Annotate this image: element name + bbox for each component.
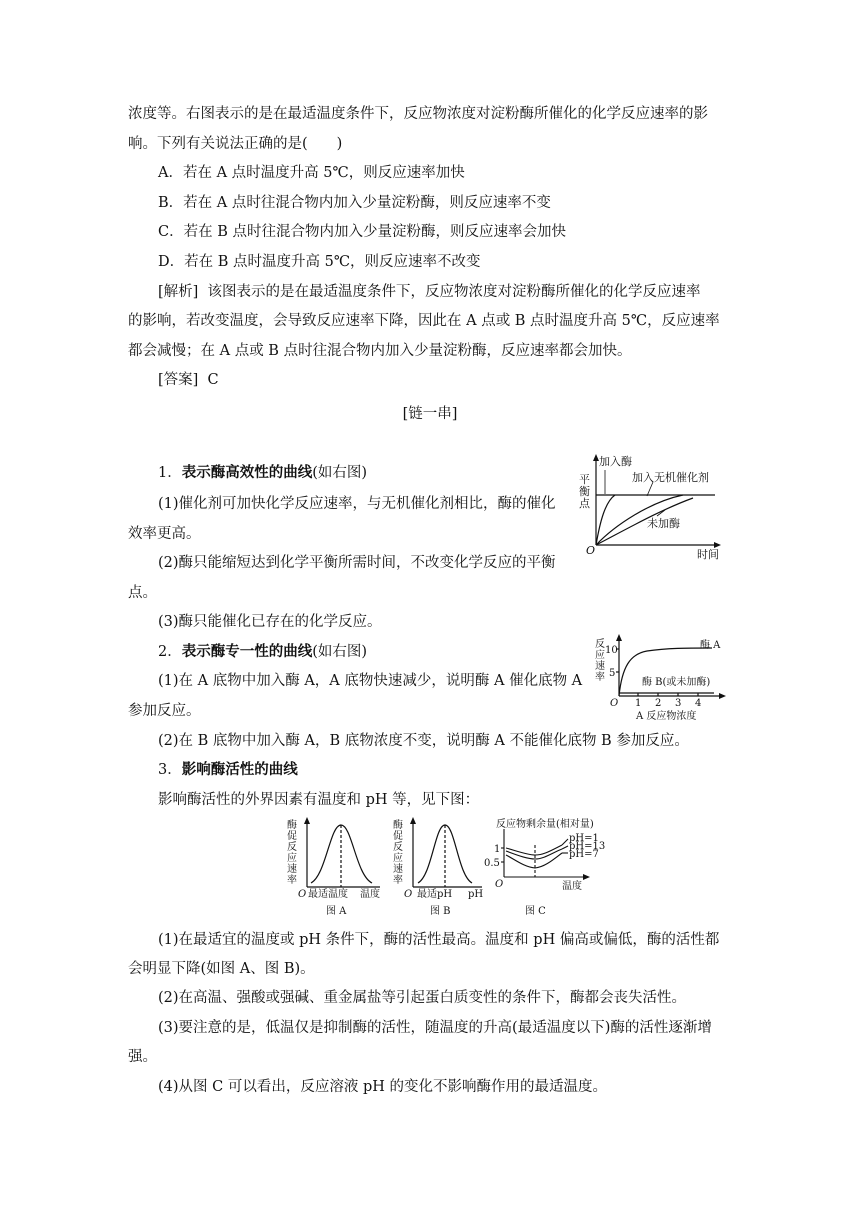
sec1-heading-note: (如右图) bbox=[312, 465, 368, 481]
fig-c-remaining bbox=[482, 815, 622, 919]
option-b: B．若在 A 点时往混合物内加入少量淀粉酶，则反应速率不变 bbox=[158, 195, 551, 211]
fig2-x4: 4 bbox=[695, 698, 702, 709]
intro-line-1: 浓度等。右图表示的是在最适温度条件下，反应物浓度对淀粉酶所催化的化学反应速率的影 bbox=[128, 106, 708, 122]
analysis-tag: [解析] bbox=[158, 284, 199, 300]
fig-efficiency bbox=[575, 450, 730, 562]
fig-a-temperature bbox=[284, 815, 384, 919]
sec1-p2b: 点。 bbox=[128, 585, 157, 601]
fig2-x1: 1 bbox=[635, 698, 642, 709]
figC-y05: 0.5 bbox=[484, 858, 500, 869]
svg-text:率: 率 bbox=[287, 875, 297, 886]
svg-text:酶: 酶 bbox=[393, 820, 403, 831]
sec3-p3a: (3)要注意的是，低温仅是抑制酶的活性，随温度的升高(最适温度以下)酶的活性逐渐增 bbox=[158, 1020, 712, 1036]
fig2-x2: 2 bbox=[655, 698, 662, 709]
figB-caption: 图 B bbox=[430, 906, 451, 917]
fig-b-ph bbox=[390, 815, 490, 919]
answer-line bbox=[158, 370, 219, 390]
figA-origin: O bbox=[298, 889, 307, 900]
sec3-intro: 影响酶活性的外界因素有温度和 pH 等，见下图： bbox=[158, 792, 480, 808]
svg-text:应: 应 bbox=[287, 853, 297, 864]
sec1-p1a: (1)催化剂可加快化学反应速率，与无机催化剂相比，酶的催化 bbox=[158, 496, 556, 512]
sec3-p1b: 会明显下降(如图 A、图 B)。 bbox=[128, 961, 315, 977]
sec1-heading-text: 表示酶高效性的曲线 bbox=[181, 464, 313, 481]
fig2-y5: 5 bbox=[609, 668, 616, 679]
svg-text:速: 速 bbox=[287, 864, 297, 875]
fig2-label-enzymeB: 酶 B(或未加酶) bbox=[642, 677, 711, 688]
sec1-heading-num: 1． bbox=[158, 465, 182, 481]
fig-specificity bbox=[592, 632, 732, 724]
fig1-label-add-enzyme: 加入酶 bbox=[599, 455, 632, 468]
figB-curve bbox=[418, 825, 472, 883]
figC-ph13: pH=13 bbox=[569, 841, 606, 852]
sec1-heading bbox=[158, 463, 367, 483]
figA-curve bbox=[311, 825, 372, 883]
sec3-p2: (2)在高温、强酸或强碱、重金属盐等引起蛋白质变性的条件下，酶都会丧失活性。 bbox=[158, 990, 687, 1006]
fig2-label-enzymeA: 酶 A bbox=[700, 640, 721, 651]
svg-text:促: 促 bbox=[393, 831, 403, 842]
figB-xlabel: pH bbox=[468, 889, 484, 900]
fig1-ylabel-2: 衡 bbox=[579, 485, 590, 498]
figC-title: 反应物剩余量(相对量) bbox=[496, 819, 594, 830]
fig1-leader-inorganic bbox=[647, 482, 653, 496]
sec3-heading-text: 影响酶活性的曲线 bbox=[181, 761, 298, 778]
sec2-heading-note: (如右图) bbox=[312, 644, 368, 660]
fig1-curve-enzyme bbox=[596, 495, 615, 545]
answer-tag: [答案] bbox=[158, 372, 199, 388]
fig2-ylabel-2: 应 bbox=[595, 650, 605, 661]
fig1-ylabel-1: 平 bbox=[579, 473, 590, 486]
svg-text:酶: 酶 bbox=[287, 820, 297, 831]
analysis-line-3: 都会减慢；在 A 点或 B 点时往混合物内加入少量淀粉酶，反应速率都会加快。 bbox=[128, 343, 632, 359]
fig2-curve-enzymeA bbox=[619, 648, 712, 696]
fig1-origin: O bbox=[586, 544, 596, 557]
chain-title: [链一串] bbox=[402, 406, 458, 422]
figC-caption: 图 C bbox=[525, 906, 546, 917]
analysis-text-1: 该图表示的是在最适温度条件下，反应物浓度对淀粉酶所催化的化学反应速率 bbox=[207, 284, 701, 300]
sec2-heading-num: 2． bbox=[158, 644, 182, 660]
fig1-label-no-enzyme: 未加酶 bbox=[647, 517, 680, 530]
sec3-p3b: 强。 bbox=[128, 1049, 157, 1065]
sec2-p1b: 参加反应。 bbox=[128, 703, 201, 719]
sec3-heading bbox=[158, 760, 298, 780]
fig2-y10: 10 bbox=[605, 645, 618, 656]
figC-y1: 1 bbox=[494, 844, 501, 855]
figC-ph7: pH=7 bbox=[569, 849, 599, 860]
analysis-line-1 bbox=[158, 282, 701, 302]
sec2-p1a: (1)在 A 底物中加入酶 A，A 底物快速减少，说明酶 A 催化底物 A bbox=[158, 673, 583, 689]
sec1-p1b: 效率更高。 bbox=[128, 526, 201, 542]
option-c: C．若在 B 点时往混合物内加入少量淀粉酶，则反应速率会加快 bbox=[158, 224, 566, 240]
sec2-heading-text: 表示酶专一性的曲线 bbox=[181, 643, 313, 660]
svg-text:应: 应 bbox=[393, 853, 403, 864]
svg-text:促: 促 bbox=[287, 831, 297, 842]
svg-text:反: 反 bbox=[287, 842, 297, 853]
figC-xlabel: 温度 bbox=[562, 881, 582, 892]
sec3-p4: (4)从图 C 可以看出，反应溶液 pH 的变化不影响酶作用的最适温度。 bbox=[158, 1079, 607, 1095]
sec2-heading bbox=[158, 642, 367, 662]
svg-text:反: 反 bbox=[393, 842, 403, 853]
fig1-label-inorganic: 加入无机催化剂 bbox=[632, 471, 709, 484]
figA-xlabel: 温度 bbox=[360, 889, 380, 900]
sec1-p3: (3)酶只能催化已存在的化学反应。 bbox=[158, 614, 382, 630]
figC-origin: O bbox=[495, 879, 504, 890]
option-d: D．若在 B 点时温度升高 5℃，则反应速率不改变 bbox=[158, 254, 481, 270]
fig2-origin: O bbox=[610, 698, 619, 709]
analysis-line-2: 的影响，若改变温度，会导致反应速率下降，因此在 A 点或 B 点时温度升高 5℃，反应速率 bbox=[128, 313, 720, 329]
figC-ph1: pH=1 bbox=[569, 833, 599, 844]
fig1-xlabel: 时间 bbox=[697, 548, 719, 561]
svg-text:率: 率 bbox=[393, 875, 403, 886]
figA-caption: 图 A bbox=[326, 906, 347, 917]
figB-xopt: 最适pH bbox=[417, 889, 453, 900]
sec3-p1a: (1)在最适宜的温度或 pH 条件下，酶的活性最高。温度和 pH 偏高或偏低，酶的活性都 bbox=[158, 932, 720, 948]
svg-text:速: 速 bbox=[393, 864, 403, 875]
intro-line-2: 响。下列有关说法正确的是( ) bbox=[128, 136, 343, 152]
sec3-heading-num: 3． bbox=[158, 762, 182, 778]
fig2-ylabel-3: 速 bbox=[595, 661, 605, 672]
fig1-ylabel-3: 点 bbox=[579, 497, 590, 510]
option-a: A．若在 A 点时温度升高 5℃，则反应速率加快 bbox=[158, 165, 465, 181]
sec2-p2: (2)在 B 底物中加入酶 A，B 底物浓度不变，说明酶 A 不能催化底物 B 参加反应。 bbox=[158, 733, 689, 749]
answer-value: C bbox=[207, 372, 219, 388]
sec1-p2a: (2)酶只能缩短达到化学平衡所需时间，不改变化学反应的平衡 bbox=[158, 555, 556, 571]
fig2-ylabel-1: 反 bbox=[595, 639, 605, 650]
figA-xopt: 最适温度 bbox=[308, 889, 348, 900]
fig2-ylabel-4: 率 bbox=[595, 672, 605, 683]
figB-origin: O bbox=[404, 889, 413, 900]
fig2-xlabel: A 反应物浓度 bbox=[636, 711, 697, 722]
fig2-x3: 3 bbox=[675, 698, 682, 709]
